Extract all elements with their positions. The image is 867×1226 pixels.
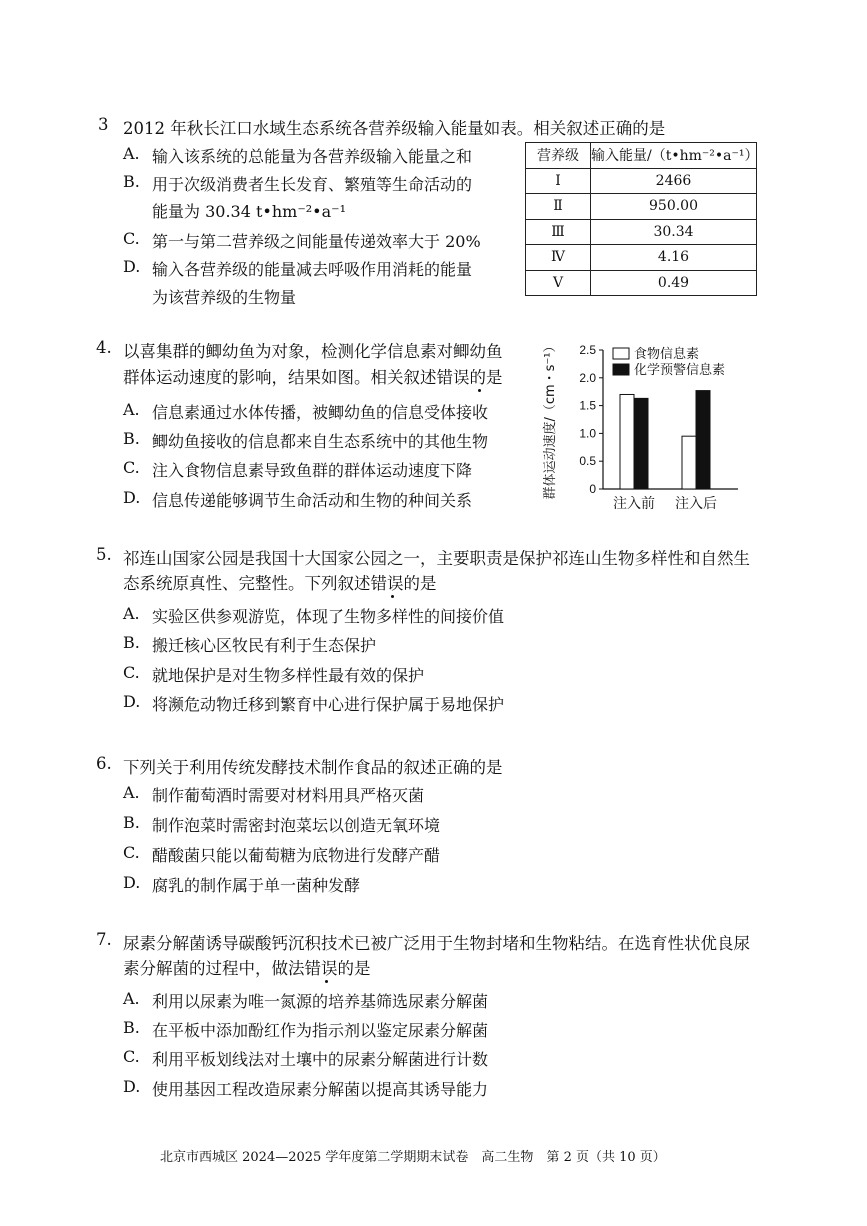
q3-option-b-text: 用于次级消费者生长发育、繁殖等生命活动的 — [152, 175, 473, 194]
page-footer: 北京市西城区 2024—2025 学年度第二学期期末试卷 高二生物 第 2 页（共 10 页） — [160, 1150, 666, 1165]
table-cell-level: Ⅴ — [526, 270, 591, 296]
q4-option-b-text: 鲫幼鱼接收的信息都来自生态系统中的其他生物 — [152, 432, 489, 451]
q4-option-a-label: A. — [123, 400, 140, 419]
q5-option-b-text: 搬迁核心区牧民有利于生态保护 — [152, 636, 377, 655]
table-cell-energy: 30.34 — [591, 219, 757, 245]
legend-label: 食物信息素 — [634, 347, 700, 362]
q4-option-b-label: B. — [123, 429, 140, 448]
table-cell-energy: 0.49 — [591, 270, 757, 296]
q6-option-c-text: 醋酸菌只能以葡萄糖为底物进行发酵产醋 — [152, 846, 441, 865]
q4-option-c-text: 注入食物信息素导致鱼群的群体运动速度下降 — [152, 461, 473, 480]
bar-food-signal — [682, 436, 696, 489]
q6-option-d-label: D. — [123, 873, 141, 892]
table-cell-level: Ⅱ — [526, 194, 591, 220]
legend-swatch — [613, 364, 629, 375]
q6-option-a-text: 制作葡萄酒时需要对材料用具严格灭菌 — [152, 786, 425, 805]
y-tick-label: 1.5 — [579, 398, 596, 413]
energy-table — [525, 142, 757, 296]
q7-option-c-label: C. — [123, 1047, 140, 1066]
question-4-stem-line1: 以喜集群的鲫幼鱼为对象，检测化学信息素对鲫幼鱼 — [123, 342, 503, 361]
table-cell-level: Ⅳ — [526, 245, 591, 271]
q7-option-a-text: 利用以尿素为唯一氮源的培养基筛选尿素分解菌 — [152, 992, 489, 1011]
q5-option-c-label: C. — [123, 663, 140, 682]
q4-option-d-label: D. — [123, 488, 141, 507]
table-cell-level: Ⅰ — [526, 168, 591, 194]
table-cell-energy: 950.00 — [591, 194, 757, 220]
q3-option-a-label: A. — [123, 144, 140, 163]
q6-option-b-text: 制作泡菜时需密封泡菜坛以创造无氧环境 — [152, 816, 441, 835]
question-6-stem: 下列关于利用传统发酵技术制作食品的叙述正确的是 — [123, 758, 503, 777]
y-tick-label: 0 — [589, 482, 596, 496]
q6-option-b-label: B. — [123, 813, 140, 832]
y-tick-label: 2.0 — [579, 370, 596, 385]
question-6-number: 6. — [96, 754, 112, 773]
x-tick-label: 注入后 — [675, 496, 717, 512]
q4-option-d-text: 信息传递能够调节生命活动和生物的种间关系 — [152, 491, 473, 510]
legend-swatch — [613, 348, 629, 359]
bar-alarm-signal — [696, 391, 710, 489]
q5-option-a-text: 实验区供参观游览，体现了生物多样性的间接价值 — [152, 607, 505, 626]
table-header-level: 营养级 — [526, 143, 591, 169]
question-5-stem-line1: 祁连山国家公园是我国十大国家公园之一，主要职责是保护祁连山生物多样性和自然生 — [123, 549, 750, 568]
q3-option-c-label: C. — [123, 229, 140, 248]
x-tick-label: 注入前 — [613, 496, 655, 512]
table-cell-energy: 2466 — [591, 168, 757, 194]
bar-food-signal — [620, 394, 634, 489]
table-row — [526, 168, 757, 194]
question-7-number: 7. — [96, 930, 112, 949]
y-tick-label: 1.0 — [579, 426, 596, 441]
q5-option-c-text: 就地保护是对生物多样性最有效的保护 — [152, 666, 425, 685]
q4-option-c-label: C. — [123, 458, 140, 477]
y-tick-label: 2.5 — [579, 343, 596, 357]
bar-alarm-signal — [634, 398, 648, 489]
table-row — [526, 219, 757, 245]
question-4-stem-line2: 群体运动速度的影响，结果如图。相关叙述错误的是 — [123, 368, 503, 387]
table-row — [526, 245, 757, 271]
q3-option-b-label: B. — [123, 172, 140, 191]
question-5-stem-line2: 态系统原真性、完整性。下列叙述错误的是 — [123, 574, 437, 593]
question-7-stem-line2: 素分解菌的过程中，做法错误的是 — [123, 959, 371, 978]
q7-option-d-text: 使用基因工程改造尿素分解菌以提高其诱导能力 — [152, 1080, 489, 1099]
q7-option-d-label: D. — [123, 1077, 141, 1096]
table-header-row — [526, 143, 757, 169]
y-axis-label: 群体运动速度/（cm・s⁻¹） — [543, 339, 558, 500]
q5-option-d-label: D. — [123, 692, 141, 711]
table-header-energy: 输入能量/（t•hm⁻²•a⁻¹） — [591, 143, 757, 169]
q7-option-a-label: A. — [123, 989, 140, 1008]
question-4-number: 4. — [96, 338, 112, 357]
q6-option-a-label: A. — [123, 783, 140, 802]
table-row — [526, 194, 757, 220]
legend-label: 化学预警信息素 — [634, 363, 726, 378]
table-cell-level: Ⅲ — [526, 219, 591, 245]
q3-option-a-text: 输入该系统的总能量为各营养级输入能量之和 — [152, 147, 473, 166]
q3-option-d-label: D. — [123, 257, 141, 276]
q3-option-c-text: 第一与第二营养级之间能量传递效率大于 20% — [152, 232, 481, 251]
q5-option-a-label: A. — [123, 604, 140, 623]
q3-option-d-text-cont: 为该营养级的生物量 — [152, 288, 297, 307]
emphasis-dot — [478, 389, 481, 392]
q3-option-d-text: 输入各营养级的能量减去呼吸作用消耗的能量 — [152, 260, 473, 279]
bar-chart — [540, 338, 770, 513]
y-tick-label: 0.5 — [579, 454, 596, 469]
question-7-stem-line1: 尿素分解菌诱导碳酸钙沉积技术已被广泛用于生物封堵和生物粘结。在选育性状优良尿 — [123, 934, 750, 953]
q6-option-c-label: C. — [123, 843, 140, 862]
q7-option-b-text: 在平板中添加酚红作为指示剂以鉴定尿素分解菌 — [152, 1021, 489, 1040]
q5-option-d-text: 将濒危动物迁移到繁育中心进行保护属于易地保护 — [152, 695, 505, 714]
q5-option-b-label: B. — [123, 633, 140, 652]
question-3-number: 3 — [98, 115, 109, 134]
question-3-stem: 2012 年秋长江口水域生态系统各营养级输入能量如表。相关叙述正确的是 — [123, 119, 666, 138]
emphasis-dot — [391, 595, 394, 598]
q7-option-c-text: 利用平板划线法对土壤中的尿素分解菌进行计数 — [152, 1050, 489, 1069]
emphasis-dot — [325, 980, 328, 983]
q7-option-b-label: B. — [123, 1018, 140, 1037]
table-row — [526, 270, 757, 296]
question-5-number: 5. — [96, 545, 112, 564]
q4-option-a-text: 信息素通过水体传播，被鲫幼鱼的信息受体接收 — [152, 403, 489, 422]
table-cell-energy: 4.16 — [591, 245, 757, 271]
q3-option-b-text-cont: 能量为 30.34 t•hm⁻²•a⁻¹ — [152, 202, 347, 221]
q6-option-d-text: 腐乳的制作属于单一菌种发酵 — [152, 876, 361, 895]
